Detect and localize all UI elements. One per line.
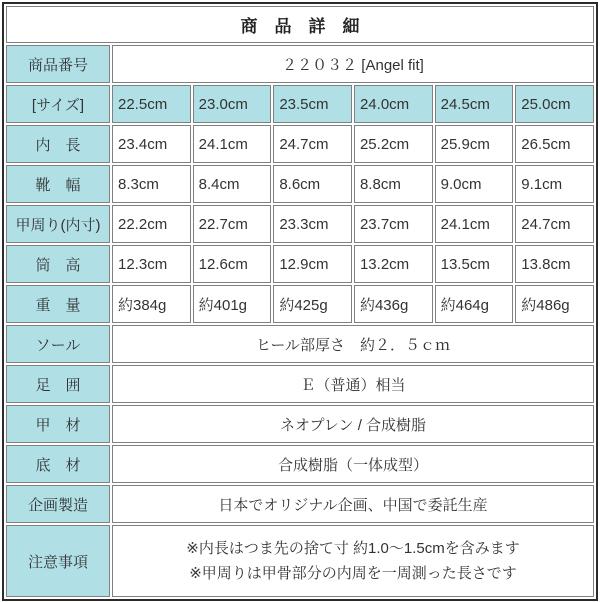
shaft-height-value: 13.8cm xyxy=(515,245,594,283)
manufacturing-row xyxy=(6,485,594,523)
size-value: 22.5cm xyxy=(112,85,191,123)
manufacturing-label: 企画製造 xyxy=(6,485,110,523)
notes-row xyxy=(6,525,594,597)
product-number-label: 商品番号 xyxy=(6,45,110,83)
weight-value: 約486g xyxy=(515,285,594,323)
shaft-height-row xyxy=(6,245,594,283)
weight-value: 約425g xyxy=(273,285,352,323)
instep-circumference-row xyxy=(6,205,594,243)
shoe-width-value: 8.4cm xyxy=(193,165,272,203)
size-value: 23.0cm xyxy=(193,85,272,123)
instep-circumference-value: 24.1cm xyxy=(435,205,514,243)
manufacturing-value: 日本でオリジナル企画、中国で委託生産 xyxy=(112,485,594,523)
instep-circumference-value: 23.7cm xyxy=(354,205,433,243)
weight-label: 重 量 xyxy=(6,285,110,323)
instep-circumference-value: 24.7cm xyxy=(515,205,594,243)
shoe-width-value: 8.3cm xyxy=(112,165,191,203)
sole-material-label: 底 材 xyxy=(6,445,110,483)
weight-value: 約436g xyxy=(354,285,433,323)
size-value: 25.0cm xyxy=(515,85,594,123)
foot-girth-label: 足 囲 xyxy=(6,365,110,403)
shoe-width-value: 9.0cm xyxy=(435,165,514,203)
page-title: 商 品 詳 細 xyxy=(6,6,594,43)
size-value: 24.5cm xyxy=(435,85,514,123)
shaft-height-value: 12.9cm xyxy=(273,245,352,283)
size-label: [サイズ] xyxy=(6,85,110,123)
notes-label: 注意事項 xyxy=(6,525,110,597)
size-row xyxy=(6,85,594,123)
shaft-height-value: 13.2cm xyxy=(354,245,433,283)
shoe-width-row xyxy=(6,165,594,203)
sole-label: ソール xyxy=(6,325,110,363)
weight-value: 約401g xyxy=(193,285,272,323)
shoe-width-value: 9.1cm xyxy=(515,165,594,203)
foot-girth-row xyxy=(6,365,594,403)
inner-length-value: 25.9cm xyxy=(435,125,514,163)
sole-value: ヒール部厚さ 約２．５ｃｍ xyxy=(112,325,594,363)
size-value: 23.5cm xyxy=(273,85,352,123)
title-row xyxy=(6,6,594,43)
inner-length-value: 24.7cm xyxy=(273,125,352,163)
product-number-value: ２２０３２ [Angel fit] xyxy=(112,45,594,83)
weight-value: 約384g xyxy=(112,285,191,323)
notes-line-2: ※甲周りは甲骨部分の内周を一周測った長さです xyxy=(189,565,517,582)
sole-row xyxy=(6,325,594,363)
inner-length-value: 26.5cm xyxy=(515,125,594,163)
sole-material-value: 合成樹脂（一体成型） xyxy=(112,445,594,483)
inner-length-value: 25.2cm xyxy=(354,125,433,163)
instep-circumference-value: 23.3cm xyxy=(273,205,352,243)
foot-girth-value: Ｅ（普通）相当 xyxy=(112,365,594,403)
shoe-width-value: 8.8cm xyxy=(354,165,433,203)
notes-value xyxy=(112,525,594,597)
shoe-width-value: 8.6cm xyxy=(273,165,352,203)
size-value: 24.0cm xyxy=(354,85,433,123)
inner-length-value: 24.1cm xyxy=(193,125,272,163)
shaft-height-value: 13.5cm xyxy=(435,245,514,283)
shaft-height-value: 12.6cm xyxy=(193,245,272,283)
upper-material-row xyxy=(6,405,594,443)
sole-material-row xyxy=(6,445,594,483)
upper-material-label: 甲 材 xyxy=(6,405,110,443)
weight-row xyxy=(6,285,594,323)
instep-circumference-value: 22.2cm xyxy=(112,205,191,243)
product-detail-table xyxy=(2,2,598,601)
product-number-row xyxy=(6,45,594,83)
inner-length-label: 内 長 xyxy=(6,125,110,163)
shoe-width-label: 靴 幅 xyxy=(6,165,110,203)
inner-length-row xyxy=(6,125,594,163)
inner-length-value: 23.4cm xyxy=(112,125,191,163)
weight-value: 約464g xyxy=(435,285,514,323)
upper-material-value: ネオプレン / 合成樹脂 xyxy=(112,405,594,443)
shaft-height-value: 12.3cm xyxy=(112,245,191,283)
notes-line-1: ※内長はつま先の捨て寸 約1.0～1.5cmを含みます xyxy=(186,539,520,557)
shaft-height-label: 筒 高 xyxy=(6,245,110,283)
instep-circumference-value: 22.7cm xyxy=(193,205,272,243)
instep-circumference-label: 甲周り(内寸) xyxy=(6,205,110,243)
